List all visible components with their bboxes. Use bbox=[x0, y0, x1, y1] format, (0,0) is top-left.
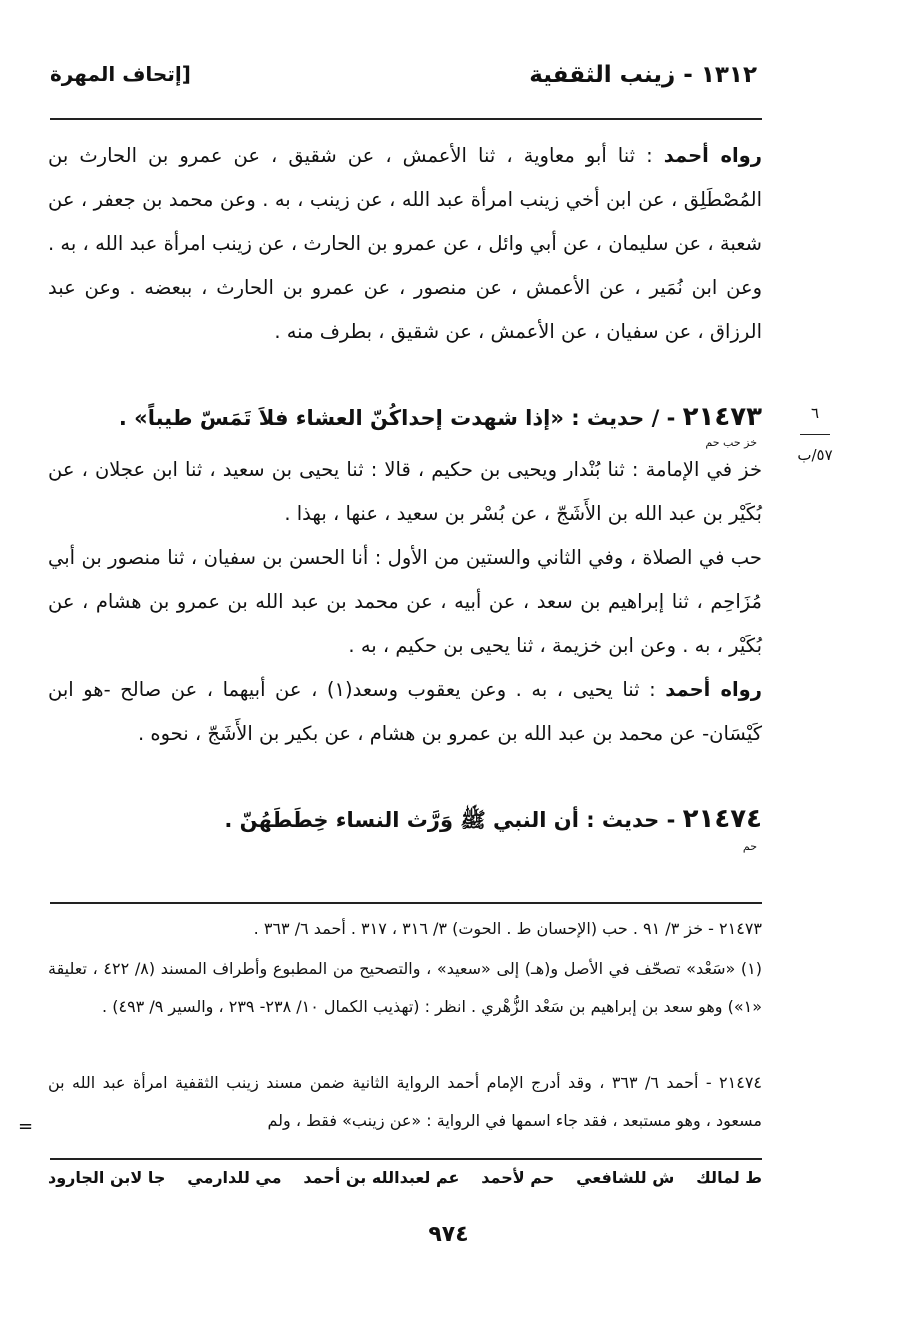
footnote-2: (١) «سَعْد» تصحّف في الأصل و(هـ) إلى «سعيد» ، والتصحيح من المطبوع وأطراف المسند (٨/ ٤٢٢ ، تعليقة «١») وهو سعد بن إبراهيم بن سَعْد الزُّهْري . انظر : (تهذيب الكمال ١٠/ ٢٣٨- ٢٣٩ ، والسير ٩/ ٤٩٣) . bbox=[48, 959, 762, 1016]
chapter-title: ١٣١٢ - زينب الثقفية bbox=[529, 62, 757, 88]
abbreviation-item: مي للدارمي bbox=[187, 1168, 282, 1187]
footnote-rule bbox=[50, 902, 762, 904]
abbreviation-item: عم لعبدالله بن أحمد bbox=[303, 1168, 460, 1187]
hadith-heading-21473 bbox=[119, 402, 762, 432]
header-rule bbox=[50, 118, 762, 120]
paragraph-4-label: رواه أحمد bbox=[665, 678, 762, 701]
paragraph-3: حب في الصلاة ، وفي الثاني والستين من الأول : أنا الحسن بن سفيان ، ثنا منصور بن أبي مُزَاحِم ، ثنا إبراهيم بن سعد ، عن أبيه ، عن محمد بن عبد الله بن عمرو بن هشام ، عن بُكَيْر ، به . وعن ابن خزيمة ، ثنا يحيى بن حكيم ، به . bbox=[48, 546, 762, 657]
paragraph-1-label: رواه أحمد bbox=[663, 144, 763, 167]
abbreviation-item: ط لمالك bbox=[696, 1168, 762, 1187]
abbreviation-item: جا لابن الجارود bbox=[48, 1168, 166, 1187]
abbreviation-item: حم لأحمد bbox=[481, 1168, 555, 1187]
paragraph-4 bbox=[48, 668, 762, 756]
abbreviation-item: ش للشافعي bbox=[576, 1168, 675, 1187]
source-symbols: حم bbox=[742, 840, 757, 853]
margin-folio: ٥٧/ب bbox=[797, 446, 833, 464]
hadith-text: - / حديث : «إذا شهدت إحداكُنّ العشاء فلاَ تَمَسّ طيباً» . bbox=[118, 406, 676, 430]
source-symbols: خز حب حم bbox=[705, 436, 757, 449]
page-number: ٩٧٤ bbox=[428, 1222, 469, 1247]
hadith-number: ٢١٤٧٣ bbox=[682, 402, 762, 432]
footnote-1: ٢١٤٧٣ - خز ٣/ ٩١ . حب (الإحسان ط . الحوت) ٣/ ٣١٦ ، ٣١٧ . أحمد ٦/ ٣٦٣ . bbox=[253, 919, 762, 938]
paragraph-1-text: : ثنا أبو معاوية ، ثنا الأعمش ، عن شقيق ، عن عمرو بن الحارث بن المُصْطَلِق ، عن ابن أخي زينب امرأة عبد الله ، عن زينب ، به . وعن محمد بن جعفر ، عن شعبة ، عن سليمان ، عن أبي وائل ، عن عمرو بن الحارث ، عن زينب امرأة عبد الله ، به . وعن ابن نُمَير ، عن الأعمش ، عن منصور ، عن عمرو بن الحارث ، ببعضه . وعن عبد الرزاق ، عن سفيان ، عن الأعمش ، عن شقيق ، بطرف منه . bbox=[48, 144, 762, 343]
footnote-3: ٢١٤٧٤ - أحمد ٦/ ٣٦٣ ، وقد أدرج الإمام أحمد الرواية الثانية ضمن مسند زينب الثقفية امرأة عبد الله بن مسعود ، وهو مستبعد ، فقد جاء اسمها في الرواية : «عن زينب» فقط ، ولم bbox=[48, 1073, 763, 1130]
book-title: [إتحاف المهرة bbox=[50, 62, 191, 86]
continuation-mark: = bbox=[18, 1116, 34, 1137]
paragraph-1 bbox=[48, 134, 762, 354]
hadith-text: - حديث : أن النبي ﷺ وَرَّث النساء خِطَطَهُنّ . bbox=[224, 808, 676, 832]
hadith-heading-21474 bbox=[224, 804, 762, 838]
paragraph-4-text: : ثنا يحيى ، به . وعن يعقوب وسعد(١) ، عن أبيهما ، عن صالح -هو ابن كَيْسَان- عن محمد بن عبد الله بن عمرو بن هشام ، عن بكير بن الأَشَجّ ، نحوه . bbox=[48, 678, 762, 745]
abbreviation-rule bbox=[50, 1158, 762, 1160]
abbreviation-key bbox=[48, 1168, 762, 1187]
margin-number: ٦ bbox=[810, 404, 820, 422]
paragraph-2: خز في الإمامة : ثنا بُنْدار ويحيى بن حكيم ، قالا : ثنا يحيى بن سعيد ، ثنا ابن عجلان ، عن بُكَيْر بن عبد الله بن الأَشَجّ ، عن بُسْر بن سعيد ، عنها ، بهذا . bbox=[48, 458, 762, 525]
hadith-number: ٢١٤٧٤ bbox=[682, 804, 762, 834]
margin-rule bbox=[800, 434, 830, 435]
